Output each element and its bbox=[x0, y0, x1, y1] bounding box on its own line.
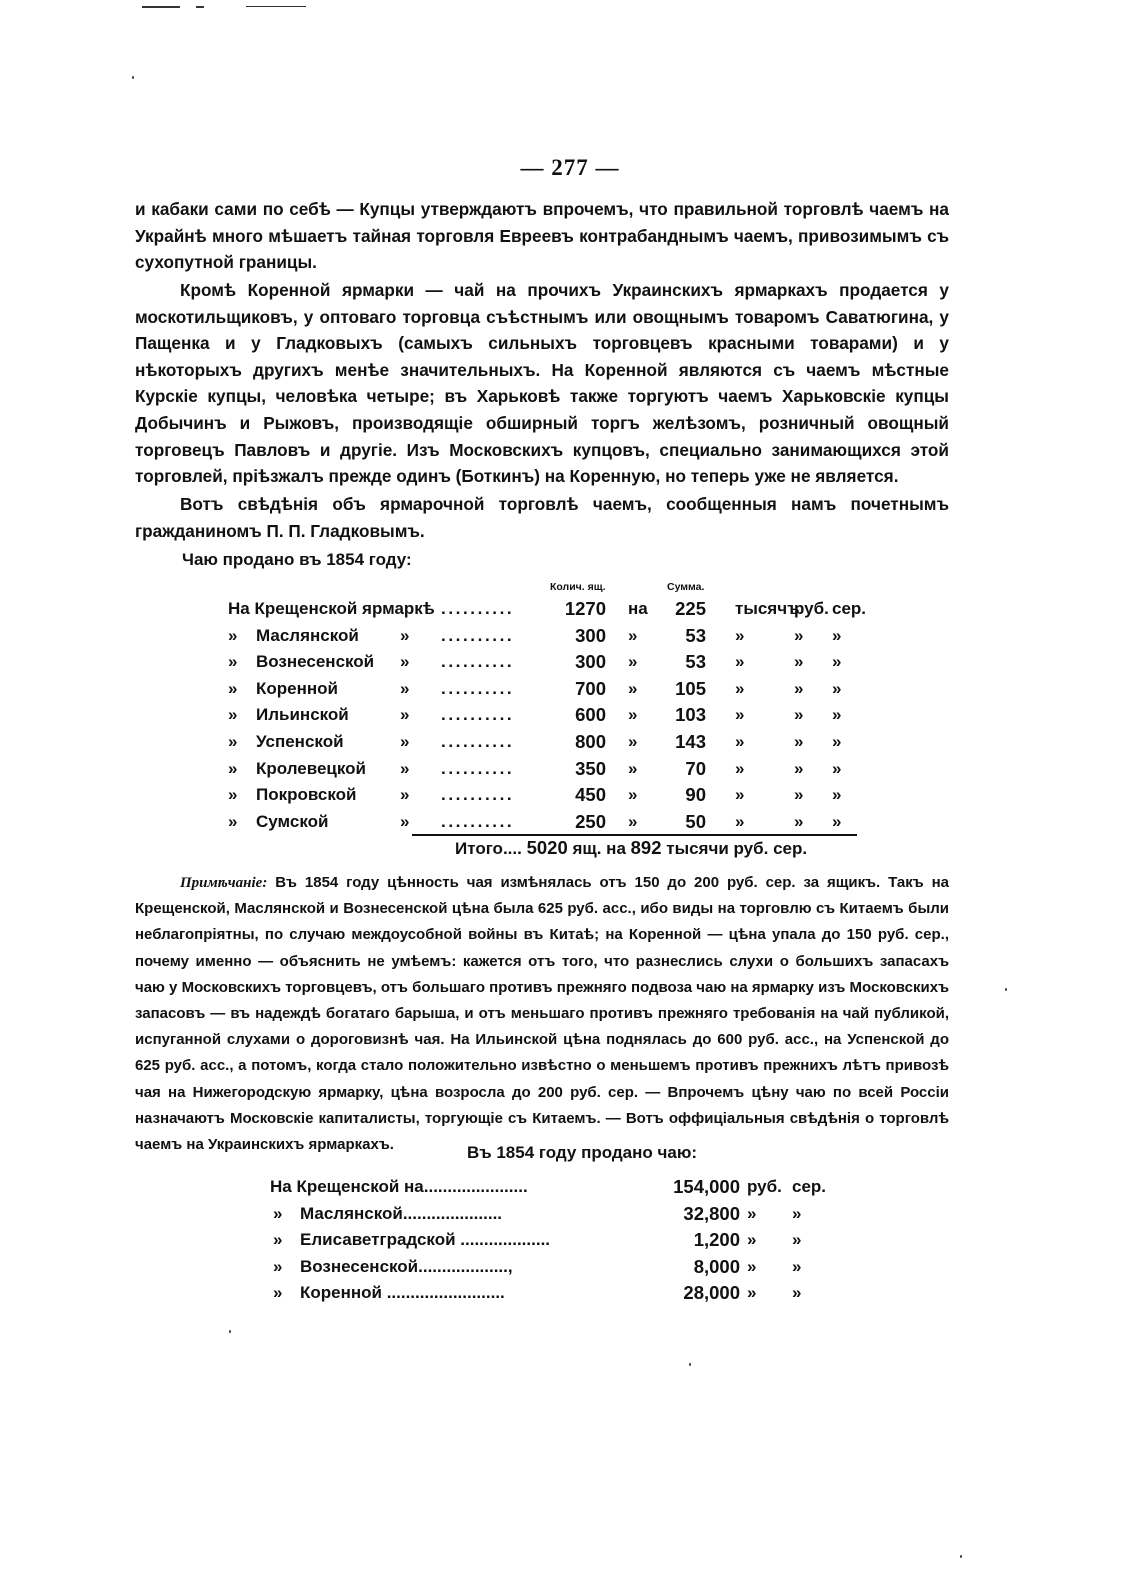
fair-name: Сумской bbox=[256, 811, 329, 831]
unit-rubles: руб. bbox=[794, 599, 829, 618]
ditto-mark: » bbox=[273, 1203, 283, 1223]
table-row bbox=[228, 702, 868, 729]
fair-name: Покровской bbox=[256, 785, 357, 805]
column-header-sum: Сумма. bbox=[667, 581, 705, 593]
amount: 154,000 bbox=[673, 1176, 740, 1197]
ditto-mark: » bbox=[228, 652, 238, 672]
table-row bbox=[228, 676, 868, 703]
ditto-mark: » bbox=[832, 705, 842, 725]
table-row bbox=[228, 623, 868, 650]
ditto-mark: » bbox=[400, 678, 410, 698]
table-row bbox=[270, 1254, 830, 1281]
table-row bbox=[228, 809, 868, 836]
fair-name: Елисаветградской ................... bbox=[300, 1230, 551, 1250]
box-quantity: 700 bbox=[575, 677, 606, 699]
total-quantity-unit: ящ. на bbox=[572, 839, 626, 858]
ditto-mark: » bbox=[735, 731, 745, 751]
ditto-mark: » bbox=[628, 758, 638, 778]
ditto-mark: » bbox=[400, 758, 410, 778]
scan-artifact bbox=[246, 6, 306, 7]
note-text: Въ 1854 году цѣнность чая измѣнялась отъ 150 до 200 руб. сер. за ящикъ. Такъ на Крещенской, Маслянской и Вознесенской цѣна была 625 руб. асс., ибо виды на торговлю съ Китаемъ были неблагопріятны, по случаю междоусобной войны въ Китаѣ; на Коренной — цѣна упала до 150 руб. сер., почему именно — объяснить не умѣемъ: кажется отъ того, что разнеслись слухи о большихъ запасахъ чаю у Московскихъ торговцевъ, отъ большаго противъ прежняго подвоза чаю на ярмарку изъ Московскихъ запасовъ — въ надеждѣ богатаго барыша, и отъ меньшаго противъ прежняго требованія на чай публикой, испуганной слухами о дороговизнѣ чая. На Ильинской цѣна поднялась до 600 руб. асс., на Успенской до 625 руб. асс., а потомъ, когда стало положительно извѣстно о меньшемъ противъ прежнихъ лѣтъ привозѣ чая на Нижегородскую ярмарку, цѣна возросла до 200 руб. сер. — Впрочемъ цѣну чаю по всей Россіи назначаютъ Московскіе капиталисты, торгующіе съ Китаемъ. — Вотъ оффиціальныя свѣдѣнія о торговлѣ чаемъ на Украинскихъ ярмаркахъ. bbox=[135, 874, 949, 1154]
ditto-mark: » bbox=[747, 1256, 757, 1276]
page-number: — 277 — bbox=[520, 155, 620, 180]
ditto-mark: » bbox=[228, 758, 238, 778]
sum-value: 225 bbox=[675, 598, 706, 619]
amount: 28,000 bbox=[683, 1282, 740, 1304]
fair-name: На Крещенской ярмаркѣ bbox=[228, 599, 435, 618]
table-row bbox=[228, 596, 868, 623]
ditto-mark: » bbox=[273, 1283, 283, 1303]
ditto-mark: » bbox=[400, 811, 410, 831]
leader-dots: .......... bbox=[441, 678, 515, 698]
paragraph-2 bbox=[135, 277, 949, 490]
fair-name: Кролевецкой bbox=[256, 758, 367, 778]
box-quantity: 300 bbox=[575, 651, 606, 673]
fair-name: На Крещенской на...................... bbox=[270, 1177, 528, 1196]
sum-value: 105 bbox=[675, 677, 706, 699]
paragraph-1 bbox=[135, 196, 949, 276]
fair-name: Вознесенской bbox=[256, 652, 375, 672]
ditto-mark: » bbox=[794, 758, 804, 778]
unit-thousands: тысячъ bbox=[735, 599, 800, 618]
fair-name: Маслянской bbox=[256, 625, 359, 645]
sum-value: 90 bbox=[685, 784, 706, 806]
ditto-mark: » bbox=[228, 785, 238, 805]
amount: 32,800 bbox=[683, 1202, 740, 1224]
table-row bbox=[270, 1280, 830, 1307]
fair-name: Ильинской bbox=[256, 705, 349, 725]
scan-speck bbox=[1005, 988, 1007, 991]
ditto-mark: » bbox=[273, 1256, 283, 1276]
paragraph-text: Кромѣ Коренной ярмарки — чай на прочихъ Украинскихъ ярмаркахъ продается у москотильщиковъ, у оптоваго торговца съѣстнымъ или овощнымъ товаромъ Саватюгина, у Пащенка и у Гладковыхъ (самыхъ сильныхъ торговцевъ красными товарами) и у нѣкоторыхъ другихъ менѣе значительныхъ. На Коренной являются съ чаемъ мѣстные Курскіе купцы, человѣка четыре; въ Харьковѣ также торгуютъ чаемъ Харьковскіе купцы Добычинъ и Рыжовъ, производящіе обширный торгъ желѣзомъ, розничный овощный торговецъ Павловъ и другіе. Изъ Московскихъ купцовъ, специально занимающихся этой торговлей, пріѣзжалъ прежде одинъ (Боткинъ) на Коренную, но теперь уже не является. bbox=[135, 280, 949, 487]
scan-artifact bbox=[142, 6, 180, 8]
ditto-mark: » bbox=[794, 811, 804, 831]
note-label: Примѣчаніе: bbox=[180, 875, 268, 891]
ditto-mark: » bbox=[794, 731, 804, 751]
amount: 1,200 bbox=[693, 1229, 740, 1251]
ditto-mark: » bbox=[832, 731, 842, 751]
ditto-mark: » bbox=[228, 811, 238, 831]
box-quantity: 1270 bbox=[564, 598, 606, 619]
leader-dots: .......... bbox=[441, 705, 515, 725]
ditto-mark: » bbox=[747, 1203, 757, 1223]
ditto-mark: » bbox=[628, 705, 638, 725]
unit-silver: сер. bbox=[832, 599, 867, 618]
fair-name: Коренной ......................... bbox=[300, 1283, 505, 1303]
box-quantity: 250 bbox=[575, 810, 606, 832]
ditto-mark: » bbox=[747, 1230, 757, 1250]
ditto-mark: » bbox=[400, 705, 410, 725]
leader-dots: .......... bbox=[441, 599, 515, 618]
ditto-mark: » bbox=[628, 811, 638, 831]
scan-speck bbox=[132, 76, 134, 79]
total-row bbox=[455, 837, 807, 859]
ditto-mark: » bbox=[400, 652, 410, 672]
table2-title: Въ 1854 году продано чаю: bbox=[466, 1143, 698, 1162]
column-header-quantity: Колич. ящ. bbox=[550, 581, 606, 593]
fair-name: Коренной bbox=[256, 678, 338, 698]
fair-name: Маслянской..................... bbox=[300, 1203, 503, 1223]
sum-value: 53 bbox=[685, 624, 706, 646]
amount: 8,000 bbox=[693, 1255, 740, 1277]
ditto-mark: » bbox=[792, 1203, 802, 1223]
table-row bbox=[270, 1201, 830, 1228]
table-row bbox=[228, 649, 868, 676]
ditto-mark: » bbox=[735, 652, 745, 672]
ditto-mark: » bbox=[832, 785, 842, 805]
ditto-mark: » bbox=[628, 785, 638, 805]
ditto-mark: » bbox=[794, 652, 804, 672]
total-quantity: 5020 bbox=[526, 837, 568, 858]
ditto-mark: » bbox=[792, 1283, 802, 1303]
sum-value: 53 bbox=[685, 651, 706, 673]
fair-name: Вознесенской..................., bbox=[300, 1256, 513, 1276]
table-row bbox=[270, 1174, 830, 1201]
ditto-mark: » bbox=[832, 625, 842, 645]
leader-dots: .......... bbox=[441, 785, 515, 805]
ditto-mark: » bbox=[794, 625, 804, 645]
scan-speck bbox=[960, 1555, 962, 1558]
scan-speck bbox=[689, 1363, 691, 1366]
paragraph-text: и кабаки сами по себѣ — Купцы утверждаютъ впрочемъ, что правильной торговлѣ чаемъ на Украйнѣ много мѣшаетъ тайная торговля Евреевъ контрабанднымъ чаемъ, привозимымъ съ сухопутной границы. bbox=[135, 199, 949, 273]
ditto-mark: » bbox=[228, 625, 238, 645]
ditto-mark: » bbox=[273, 1230, 283, 1250]
sum-value: 103 bbox=[675, 704, 706, 726]
ditto-mark: » bbox=[832, 678, 842, 698]
ditto-mark: » bbox=[747, 1283, 757, 1303]
ditto-mark: » bbox=[400, 785, 410, 805]
unit-silver: сер. bbox=[792, 1177, 827, 1196]
ditto-mark: » bbox=[228, 731, 238, 751]
ditto-mark: » bbox=[228, 678, 238, 698]
total-label: Итого.... bbox=[455, 839, 522, 858]
ditto-mark: » bbox=[792, 1230, 802, 1250]
table-row bbox=[228, 782, 868, 809]
ditto-mark: » bbox=[400, 625, 410, 645]
fair-sales-table bbox=[228, 596, 868, 835]
paragraph-3 bbox=[135, 491, 949, 544]
scan-speck bbox=[229, 1330, 231, 1333]
leader-dots: .......... bbox=[441, 811, 515, 831]
ditto-mark: » bbox=[832, 811, 842, 831]
ditto-mark: » bbox=[400, 731, 410, 751]
ditto-mark: » bbox=[628, 678, 638, 698]
box-quantity: 800 bbox=[575, 730, 606, 752]
unit-rubles: руб. bbox=[747, 1177, 782, 1196]
ditto-mark: » bbox=[628, 731, 638, 751]
ditto-mark: » bbox=[735, 625, 745, 645]
ditto-mark: » bbox=[735, 705, 745, 725]
box-quantity: 350 bbox=[575, 757, 606, 779]
sum-value: 70 bbox=[685, 757, 706, 779]
scan-artifact bbox=[196, 6, 204, 8]
ditto-mark: » bbox=[794, 785, 804, 805]
ditto-mark: » bbox=[628, 625, 638, 645]
table-row bbox=[228, 756, 868, 783]
total-sum-unit: тысячи руб. сер. bbox=[666, 839, 808, 858]
sum-value: 50 bbox=[685, 810, 706, 832]
leader-dots: .......... bbox=[441, 731, 515, 751]
paragraph-text: Вотъ свѣдѣнія объ ярмарочной торговлѣ чаемъ, сообщенныя намъ почетнымъ гражданиномъ П. П. Гладковымъ. bbox=[135, 494, 949, 541]
ditto-mark: » bbox=[832, 758, 842, 778]
ditto-mark: » bbox=[735, 785, 745, 805]
ditto-mark: » bbox=[228, 705, 238, 725]
total-sum: 892 bbox=[630, 837, 662, 858]
ditto-mark: » bbox=[735, 758, 745, 778]
connector: на bbox=[628, 599, 648, 618]
ditto-mark: » bbox=[628, 652, 638, 672]
table-row bbox=[270, 1227, 830, 1254]
box-quantity: 450 bbox=[575, 784, 606, 806]
official-sales-table bbox=[270, 1174, 830, 1307]
ditto-mark: » bbox=[792, 1256, 802, 1276]
ditto-mark: » bbox=[832, 652, 842, 672]
footnote bbox=[135, 870, 949, 1158]
ditto-mark: » bbox=[735, 678, 745, 698]
fair-name: Успенской bbox=[256, 731, 344, 751]
leader-dots: .......... bbox=[441, 758, 515, 778]
leader-dots: .......... bbox=[441, 652, 515, 672]
table-row bbox=[228, 729, 868, 756]
box-quantity: 600 bbox=[575, 704, 606, 726]
ditto-mark: » bbox=[794, 705, 804, 725]
ditto-mark: » bbox=[735, 811, 745, 831]
sum-value: 143 bbox=[675, 730, 706, 752]
total-rule bbox=[412, 834, 857, 836]
box-quantity: 300 bbox=[575, 624, 606, 646]
table1-title: Чаю продано въ 1854 году: bbox=[182, 550, 412, 569]
leader-dots: .......... bbox=[441, 625, 515, 645]
ditto-mark: » bbox=[794, 678, 804, 698]
